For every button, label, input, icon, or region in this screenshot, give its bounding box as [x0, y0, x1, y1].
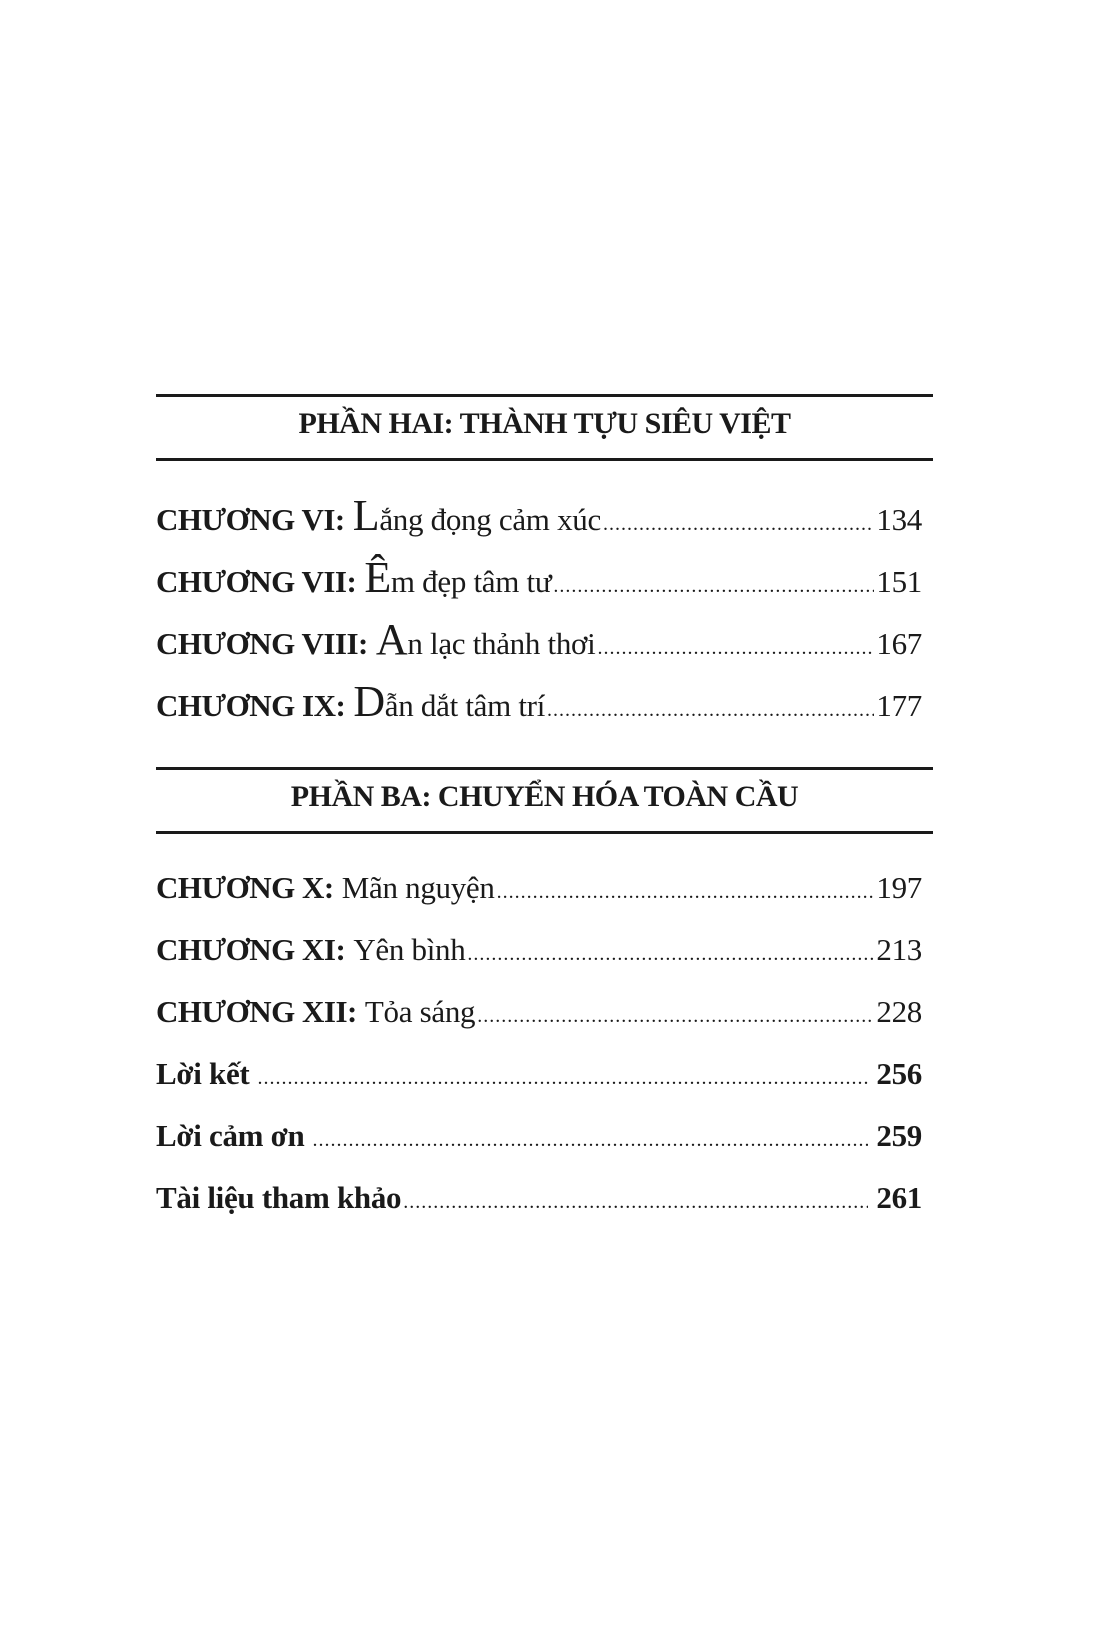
title-rest: n lạc thảnh thơi	[407, 626, 596, 661]
dot-leader	[553, 575, 874, 598]
chapter-label: CHƯƠNG VII:	[156, 564, 357, 599]
chapter-label: CHƯƠNG VIII:	[156, 626, 368, 661]
divider	[156, 458, 933, 461]
toc-entry[interactable]	[156, 615, 922, 664]
divider	[156, 831, 933, 834]
dot-leader	[603, 513, 874, 536]
entry-title: Tài liệu tham khảo	[156, 1180, 402, 1215]
chapter-title	[375, 615, 596, 664]
dot-leader	[477, 1005, 874, 1028]
toc-entry[interactable]	[156, 553, 922, 602]
page-number: 197	[876, 870, 922, 905]
dot-leader	[403, 1191, 868, 1214]
dot-leader	[547, 699, 874, 722]
chapter-label: CHƯƠNG VI:	[156, 502, 345, 537]
toc-entry[interactable]	[156, 932, 922, 972]
chapter-title: Tỏa sáng	[364, 994, 476, 1029]
toc-entry-acknowledgements[interactable]	[156, 1118, 922, 1158]
chapter-label: CHƯƠNG IX:	[156, 688, 346, 723]
part-two-heading: PHẦN HAI: THÀNH TỰU SIÊU VIỆT	[298, 407, 791, 440]
chapter-title	[364, 553, 552, 602]
chapter-title: Yên bình	[353, 932, 466, 967]
divider	[156, 767, 933, 770]
entry-title: Lời kết	[156, 1056, 250, 1091]
entry-title: Lời cảm ơn	[156, 1118, 305, 1153]
chapter-label: CHƯƠNG XI:	[156, 932, 346, 967]
dot-leader	[467, 943, 874, 966]
page-number: 259	[876, 1118, 922, 1153]
page-number: 177	[876, 688, 922, 723]
chapter-title	[352, 491, 601, 540]
chapter-title	[353, 677, 546, 726]
page-number: 134	[876, 502, 922, 537]
dot-leader	[257, 1067, 868, 1090]
page-number: 213	[876, 932, 922, 967]
title-rest: m đẹp tâm tư	[390, 564, 552, 599]
page-number: 167	[876, 626, 922, 661]
chapter-label: CHƯƠNG XII:	[156, 994, 357, 1029]
toc-entry-conclusion[interactable]	[156, 1056, 922, 1096]
toc-entry[interactable]	[156, 677, 922, 726]
dot-leader	[312, 1129, 868, 1152]
dot-leader	[497, 881, 875, 904]
drop-initial: L	[352, 491, 380, 540]
dot-leader	[597, 637, 874, 660]
page-number: 261	[876, 1180, 922, 1215]
chapter-title: Mãn nguyện	[341, 870, 495, 905]
drop-initial: A	[375, 615, 408, 664]
divider	[156, 394, 933, 397]
part-three-heading: PHẦN BA: CHUYỂN HÓA TOÀN CẦU	[290, 780, 799, 813]
page-number: 151	[876, 564, 922, 599]
page-number: 256	[876, 1056, 922, 1091]
drop-initial: D	[353, 677, 385, 726]
toc-entry[interactable]	[156, 491, 922, 540]
drop-initial: Ê	[364, 553, 391, 602]
chapter-label: CHƯƠNG X:	[156, 870, 334, 905]
toc-entry-references[interactable]	[156, 1180, 922, 1220]
toc-entry[interactable]	[156, 870, 922, 910]
title-rest: ắng đọng cảm xúc	[379, 502, 601, 537]
page-number: 228	[876, 994, 922, 1029]
toc-entry[interactable]	[156, 994, 922, 1034]
title-rest: ẫn dắt tâm trí	[384, 688, 546, 723]
